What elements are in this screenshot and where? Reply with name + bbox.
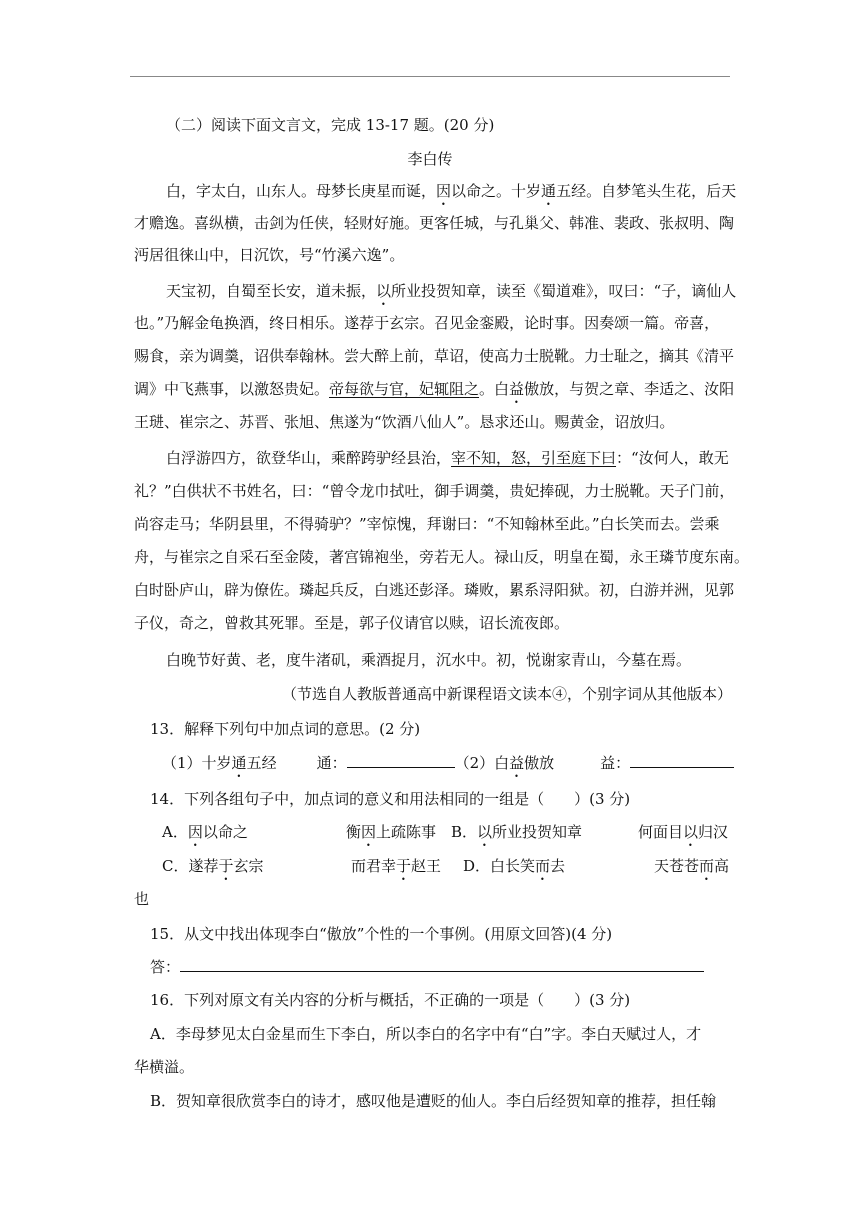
q14-option-d-compare: 天苍苍而高 bbox=[654, 857, 730, 875]
source-note: （节选自人教版普通高中新课程语文读本④，个别字词从其他版本） bbox=[282, 685, 733, 703]
q14-option-a-compare: 衡因上疏陈事 bbox=[346, 823, 437, 841]
p2-line1: 天宝初，自蜀至长安，道未振，以所业投贺知章，读至《蜀道难》，叹曰：“子，谪仙人 bbox=[166, 282, 737, 300]
p2-line4: 调》中飞燕事，以激怒贵妃。帝每欲与官，妃辄阻之。白益傲放，与贺之章、李适之、汝阳 bbox=[134, 380, 735, 398]
q13-answer-blank-2[interactable] bbox=[630, 753, 734, 768]
q16-option-b-line1: B．贺知章很欣赏李白的诗才，感叹他是遭贬的仙人。李白后经贺知章的推荐，担任翰 bbox=[150, 1092, 717, 1110]
p2-line5: 王琎、崔宗之、苏晋、张旭、焦遂为“饮酒八仙人”。恳求还山。赐黄金，诏放归。 bbox=[134, 413, 675, 431]
q13-stem: 13．解释下列句中加点词的意思。(2 分) bbox=[150, 720, 421, 738]
p2-line3: 赐食，亲为调羹，诏供奉翰林。尝大醉上前，草诏，使高力士脱靴。力士耻之，摘其《清平 bbox=[134, 347, 735, 365]
q14-option-a: A．因以命之 bbox=[162, 823, 248, 841]
q16-stem: 16．下列对原文有关内容的分析与概括，不正确的一项是（ ）(3 分) bbox=[150, 991, 631, 1009]
q14-stem: 14．下列各组句子中，加点词的意义和用法相同的一组是（ ）(3 分) bbox=[150, 790, 631, 808]
p1-line1: 白，字太白，山东人。母梦长庚星而诞，因以命之。十岁通五经。自梦笔头生花，后天 bbox=[166, 182, 737, 200]
q15-answer: 答： bbox=[150, 957, 704, 977]
p4: 白晚节好黄、老，度牛渚矶，乘酒捉月，沉水中。初，悦谢家青山，今墓在焉。 bbox=[166, 651, 692, 669]
p3-line4: 舟，与崔宗之自采石至金陵，著宫锦袍坐，旁若无人。禄山反，明皇在蜀，永王璘节度东南。 bbox=[134, 548, 750, 566]
p1-line2: 才赡逸。喜纵横，击剑为任侠，轻财好施。更客任城，与孔巢父、韩准、裴政、张叔明、陶 bbox=[134, 214, 735, 232]
q13-items: （1）十岁通五经 通： （2）白益傲放 益： bbox=[162, 753, 734, 781]
p3-line5: 白时卧庐山，辟为僚佐。璘起兵反，白逃还彭泽。璘败，累系浔阳狱。初，白游并洲，见郭 bbox=[134, 581, 735, 599]
p1-line3: 沔居徂徕山中，日沉饮，号“竹溪六逸”。 bbox=[134, 246, 405, 264]
q14-option-d: D．白长笑而去 bbox=[463, 857, 566, 875]
p2-line2: 也。”乃解金龟换酒，终日相乐。遂荐于玄宗。召见金銮殿，论时事。因奏颂一篇。帝喜， bbox=[134, 314, 720, 332]
q14-option-b-compare: 何面目以归汉 bbox=[638, 823, 729, 841]
q13-answer-blank-1[interactable] bbox=[347, 753, 455, 768]
section-header: （二）阅读下面文言文，完成 13-17 题。(20 分) bbox=[166, 116, 495, 134]
q14-option-d-wrap: 也 bbox=[134, 890, 150, 908]
p3-line2: 礼？”白供状不书姓名，曰：“曾令龙巾拭吐，御手调羹，贵妃捧砚，力士脱靴。天子门前， bbox=[134, 482, 735, 500]
q14-option-c: C．遂荐于玄宗 bbox=[162, 857, 264, 875]
q16-option-a-line1: A．李母梦见太白金星而生下李白，所以李白的名字中有“白”字。李白天赋过人，才 bbox=[150, 1025, 702, 1043]
q14-option-b: B．以所业投贺知章 bbox=[451, 823, 583, 841]
header-rule bbox=[130, 76, 730, 77]
p3-line1: 白浮游四方，欲登华山，乘醉跨驴经县治，宰不知，怒，引至庭下曰：“汝何人，敢无 bbox=[166, 449, 729, 467]
passage-title: 李白传 bbox=[407, 150, 453, 168]
p3-line6: 子仪，奇之，曾救其死罪。至是，郭子仪请官以赎，诏长流夜郎。 bbox=[134, 614, 570, 632]
q15-answer-blank[interactable] bbox=[180, 957, 704, 972]
q16-option-a-line2: 华横溢。 bbox=[134, 1058, 195, 1076]
q15-stem: 15．从文中找出体现李白“傲放”个性的一个事例。(用原文回答)(4 分) bbox=[150, 925, 613, 943]
q14-option-c-compare: 而君幸于赵王 bbox=[351, 857, 442, 875]
p3-line3: 尚容走马；华阴县里，不得骑驴？”宰惊愧，拜谢曰：“不知翰林至此。”白长笑而去。尝乘 bbox=[134, 515, 720, 533]
